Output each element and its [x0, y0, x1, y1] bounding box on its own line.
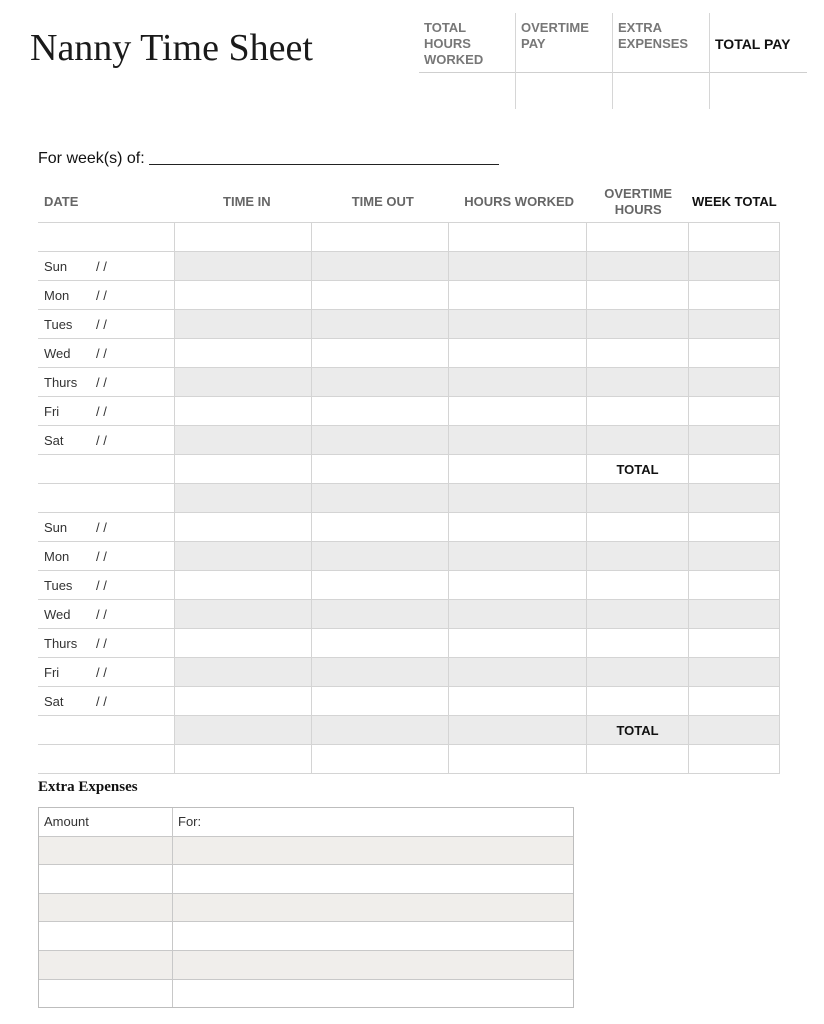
week-total-cell[interactable]	[688, 716, 780, 744]
expenses-table	[38, 807, 574, 1008]
week-of-blank[interactable]	[149, 150, 499, 165]
day-name: Sun	[44, 519, 68, 535]
date-placeholder: / /	[96, 432, 107, 448]
date-cell[interactable]	[38, 716, 174, 744]
time-in-cell[interactable]	[174, 281, 311, 309]
hours-worked-cell[interactable]	[448, 252, 586, 280]
summary-header: TOTAL PAY	[715, 36, 791, 52]
week-total-cell[interactable]	[688, 513, 780, 541]
overtime-hours-cell[interactable]	[586, 513, 688, 541]
overtime-hours-cell[interactable]	[586, 310, 688, 338]
col-week-total: WEEK TOTAL	[692, 194, 777, 209]
expenses-amount-header: Amount	[39, 808, 173, 836]
expense-for-cell[interactable]	[173, 951, 573, 979]
expenses-title: Extra Expenses	[38, 779, 138, 795]
day-name: Thurs	[44, 635, 78, 651]
week-total-cell[interactable]	[688, 223, 780, 251]
time-out-cell[interactable]	[311, 629, 448, 657]
time-out-cell[interactable]	[311, 600, 448, 628]
week-total-cell[interactable]	[688, 745, 780, 773]
date-placeholder: / /	[96, 403, 107, 419]
summary-overtime-pay	[515, 13, 612, 109]
expense-for-cell[interactable]	[173, 837, 573, 865]
expense-amount-cell[interactable]	[39, 894, 173, 922]
date-placeholder: / /	[96, 548, 107, 564]
col-time-out: TIME OUT	[351, 194, 414, 209]
time-out-cell[interactable]	[311, 397, 448, 425]
date-cell[interactable]	[38, 223, 174, 251]
week-total-cell[interactable]	[688, 310, 780, 338]
day-row	[38, 309, 780, 338]
day-name: Sun	[44, 258, 68, 274]
hours-worked-cell[interactable]	[448, 600, 586, 628]
day-name: Fri	[44, 664, 60, 680]
time-out-cell[interactable]	[311, 716, 448, 744]
hours-worked-cell[interactable]	[448, 310, 586, 338]
hours-worked-cell[interactable]	[448, 658, 586, 686]
hours-worked-cell[interactable]	[448, 513, 586, 541]
week-total-cell[interactable]	[688, 281, 780, 309]
time-out-cell[interactable]	[311, 368, 448, 396]
date-cell[interactable]	[38, 513, 174, 541]
time-out-cell[interactable]	[311, 513, 448, 541]
hours-worked-cell[interactable]	[448, 455, 586, 483]
table-body	[38, 222, 780, 773]
day-name: Fri	[44, 403, 60, 419]
time-in-cell[interactable]	[174, 716, 311, 744]
time-in-cell[interactable]	[174, 571, 311, 599]
date-cell[interactable]	[38, 397, 174, 425]
overtime-hours-cell[interactable]	[586, 745, 688, 773]
day-row	[38, 570, 780, 599]
date-cell[interactable]	[38, 658, 174, 686]
expense-amount-cell[interactable]	[39, 922, 173, 950]
hours-worked-cell[interactable]	[448, 745, 586, 773]
time-in-cell[interactable]	[174, 658, 311, 686]
week-total-cell[interactable]	[688, 252, 780, 280]
expense-amount-cell[interactable]	[39, 865, 173, 893]
expense-for-cell[interactable]	[173, 922, 573, 950]
week-total-cell[interactable]	[688, 629, 780, 657]
date-cell[interactable]	[38, 745, 174, 773]
week-total-cell[interactable]	[688, 658, 780, 686]
date-placeholder: / /	[96, 519, 107, 535]
time-in-cell[interactable]	[174, 310, 311, 338]
time-in-cell[interactable]	[174, 455, 311, 483]
summary-boxes	[419, 13, 806, 109]
week-total-cell[interactable]	[688, 542, 780, 570]
table-bottom-border	[38, 773, 780, 774]
day-row	[38, 425, 780, 454]
summary-header: TOTAL HOURS WORKED	[424, 20, 484, 67]
date-placeholder: / /	[96, 316, 107, 332]
day-name: Thurs	[44, 374, 78, 390]
summary-total-hours	[419, 13, 515, 109]
overtime-hours-cell[interactable]	[586, 368, 688, 396]
overtime-hours-cell[interactable]	[586, 629, 688, 657]
week-of-field[interactable]	[38, 150, 499, 168]
time-in-cell[interactable]	[174, 629, 311, 657]
week-total-cell[interactable]	[688, 339, 780, 367]
expense-row	[39, 950, 573, 979]
time-out-cell[interactable]	[311, 252, 448, 280]
spacer-row	[38, 222, 780, 251]
summary-extra-expenses	[612, 13, 709, 109]
total-label: TOTAL	[586, 716, 688, 744]
hours-worked-cell[interactable]	[448, 687, 586, 715]
summary-total-pay	[709, 13, 806, 109]
time-out-cell[interactable]	[311, 571, 448, 599]
time-in-cell[interactable]	[174, 687, 311, 715]
summary-header: OVERTIME PAY	[521, 20, 589, 51]
time-out-cell[interactable]	[311, 484, 448, 512]
time-in-cell[interactable]	[174, 223, 311, 251]
date-placeholder: / /	[96, 258, 107, 274]
week-total-cell[interactable]	[688, 368, 780, 396]
overtime-hours-cell[interactable]	[586, 397, 688, 425]
hours-worked-cell[interactable]	[448, 339, 586, 367]
summary-header: EXTRA EXPENSES	[618, 20, 689, 51]
date-placeholder: / /	[96, 606, 107, 622]
date-cell[interactable]	[38, 484, 174, 512]
day-row	[38, 628, 780, 657]
day-row	[38, 599, 780, 628]
overtime-hours-cell[interactable]	[586, 484, 688, 512]
hours-worked-cell[interactable]	[448, 571, 586, 599]
week-total-cell[interactable]	[688, 455, 780, 483]
date-cell[interactable]	[38, 600, 174, 628]
day-row	[38, 367, 780, 396]
time-out-cell[interactable]	[311, 455, 448, 483]
expense-row	[39, 979, 573, 1008]
overtime-hours-cell[interactable]	[586, 252, 688, 280]
time-in-cell[interactable]	[174, 600, 311, 628]
time-in-cell[interactable]	[174, 368, 311, 396]
week-total-cell[interactable]	[688, 397, 780, 425]
expense-row	[39, 864, 573, 893]
hours-worked-cell[interactable]	[448, 542, 586, 570]
date-cell[interactable]	[38, 281, 174, 309]
col-hours-worked: HOURS WORKED	[464, 194, 575, 209]
time-in-cell[interactable]	[174, 339, 311, 367]
hours-worked-cell[interactable]	[448, 281, 586, 309]
expense-amount-cell[interactable]	[39, 837, 173, 865]
day-row	[38, 251, 780, 280]
expenses-for-header: For:	[178, 814, 202, 830]
time-in-cell[interactable]	[174, 252, 311, 280]
time-in-cell[interactable]	[174, 542, 311, 570]
day-name: Mon	[44, 287, 70, 303]
overtime-hours-cell[interactable]	[586, 339, 688, 367]
day-row	[38, 512, 780, 541]
overtime-hours-cell[interactable]	[586, 281, 688, 309]
time-in-cell[interactable]	[174, 426, 311, 454]
expense-amount-cell[interactable]	[39, 980, 173, 1008]
expense-row	[39, 893, 573, 922]
time-out-cell[interactable]	[311, 542, 448, 570]
time-out-cell[interactable]	[311, 310, 448, 338]
day-row	[38, 396, 780, 425]
day-name: Tues	[44, 577, 73, 593]
time-in-cell[interactable]	[174, 484, 311, 512]
day-name: Mon	[44, 548, 70, 564]
date-placeholder: / /	[96, 577, 107, 593]
time-out-cell[interactable]	[311, 339, 448, 367]
week-of-label: For week(s) of:	[38, 150, 145, 167]
day-row	[38, 280, 780, 309]
time-in-cell[interactable]	[174, 513, 311, 541]
spacer-row	[38, 483, 780, 512]
overtime-hours-cell[interactable]	[586, 426, 688, 454]
overtime-hours-cell[interactable]	[586, 542, 688, 570]
col-date: DATE	[44, 194, 79, 209]
date-cell[interactable]	[38, 455, 174, 483]
day-row	[38, 541, 780, 570]
week-total-cell[interactable]	[688, 600, 780, 628]
day-name: Wed	[44, 606, 71, 622]
day-row	[38, 338, 780, 367]
time-out-cell[interactable]	[311, 223, 448, 251]
overtime-hours-cell[interactable]	[586, 223, 688, 251]
date-cell[interactable]	[38, 339, 174, 367]
time-out-cell[interactable]	[311, 658, 448, 686]
overtime-hours-cell[interactable]	[586, 600, 688, 628]
timesheet-table	[38, 182, 780, 774]
date-placeholder: / /	[96, 693, 107, 709]
total-row	[38, 454, 780, 483]
expense-for-cell[interactable]	[173, 980, 573, 1008]
spacer-row	[38, 744, 780, 773]
date-cell[interactable]	[38, 629, 174, 657]
date-placeholder: / /	[96, 635, 107, 651]
total-label: TOTAL	[586, 455, 688, 483]
hours-worked-cell[interactable]	[448, 223, 586, 251]
time-out-cell[interactable]	[311, 687, 448, 715]
date-placeholder: / /	[96, 664, 107, 680]
hours-worked-cell[interactable]	[448, 484, 586, 512]
time-out-cell[interactable]	[311, 426, 448, 454]
expense-row	[39, 921, 573, 950]
date-cell[interactable]	[38, 310, 174, 338]
date-cell[interactable]	[38, 426, 174, 454]
hours-worked-cell[interactable]	[448, 716, 586, 744]
page-title: Nanny Time Sheet	[30, 27, 313, 69]
time-out-cell[interactable]	[311, 745, 448, 773]
total-row	[38, 715, 780, 744]
overtime-hours-cell[interactable]	[586, 658, 688, 686]
overtime-hours-cell[interactable]	[586, 687, 688, 715]
date-cell[interactable]	[38, 252, 174, 280]
week-total-cell[interactable]	[688, 571, 780, 599]
date-cell[interactable]	[38, 368, 174, 396]
hours-worked-cell[interactable]	[448, 629, 586, 657]
day-name: Wed	[44, 345, 71, 361]
table-header	[38, 182, 780, 222]
week-total-cell[interactable]	[688, 687, 780, 715]
day-name: Tues	[44, 316, 73, 332]
time-in-cell[interactable]	[174, 397, 311, 425]
hours-worked-cell[interactable]	[448, 397, 586, 425]
date-placeholder: / /	[96, 287, 107, 303]
hours-worked-cell[interactable]	[448, 426, 586, 454]
day-row	[38, 686, 780, 715]
col-overtime-hours: OVERTIME HOURS	[604, 186, 673, 217]
hours-worked-cell[interactable]	[448, 368, 586, 396]
col-time-in: TIME IN	[223, 194, 271, 209]
day-row	[38, 657, 780, 686]
week-total-cell[interactable]	[688, 426, 780, 454]
time-out-cell[interactable]	[311, 281, 448, 309]
day-name: Sat	[44, 693, 64, 709]
date-placeholder: / /	[96, 374, 107, 390]
date-cell[interactable]	[38, 542, 174, 570]
expense-amount-cell[interactable]	[39, 951, 173, 979]
date-cell[interactable]	[38, 687, 174, 715]
expense-for-cell[interactable]	[173, 894, 573, 922]
expense-row	[39, 836, 573, 865]
expense-for-cell[interactable]	[173, 865, 573, 893]
date-placeholder: / /	[96, 345, 107, 361]
overtime-hours-cell[interactable]	[586, 571, 688, 599]
time-in-cell[interactable]	[174, 745, 311, 773]
expenses-header-row	[39, 808, 573, 836]
week-total-cell[interactable]	[688, 484, 780, 512]
day-name: Sat	[44, 432, 64, 448]
date-cell[interactable]	[38, 571, 174, 599]
